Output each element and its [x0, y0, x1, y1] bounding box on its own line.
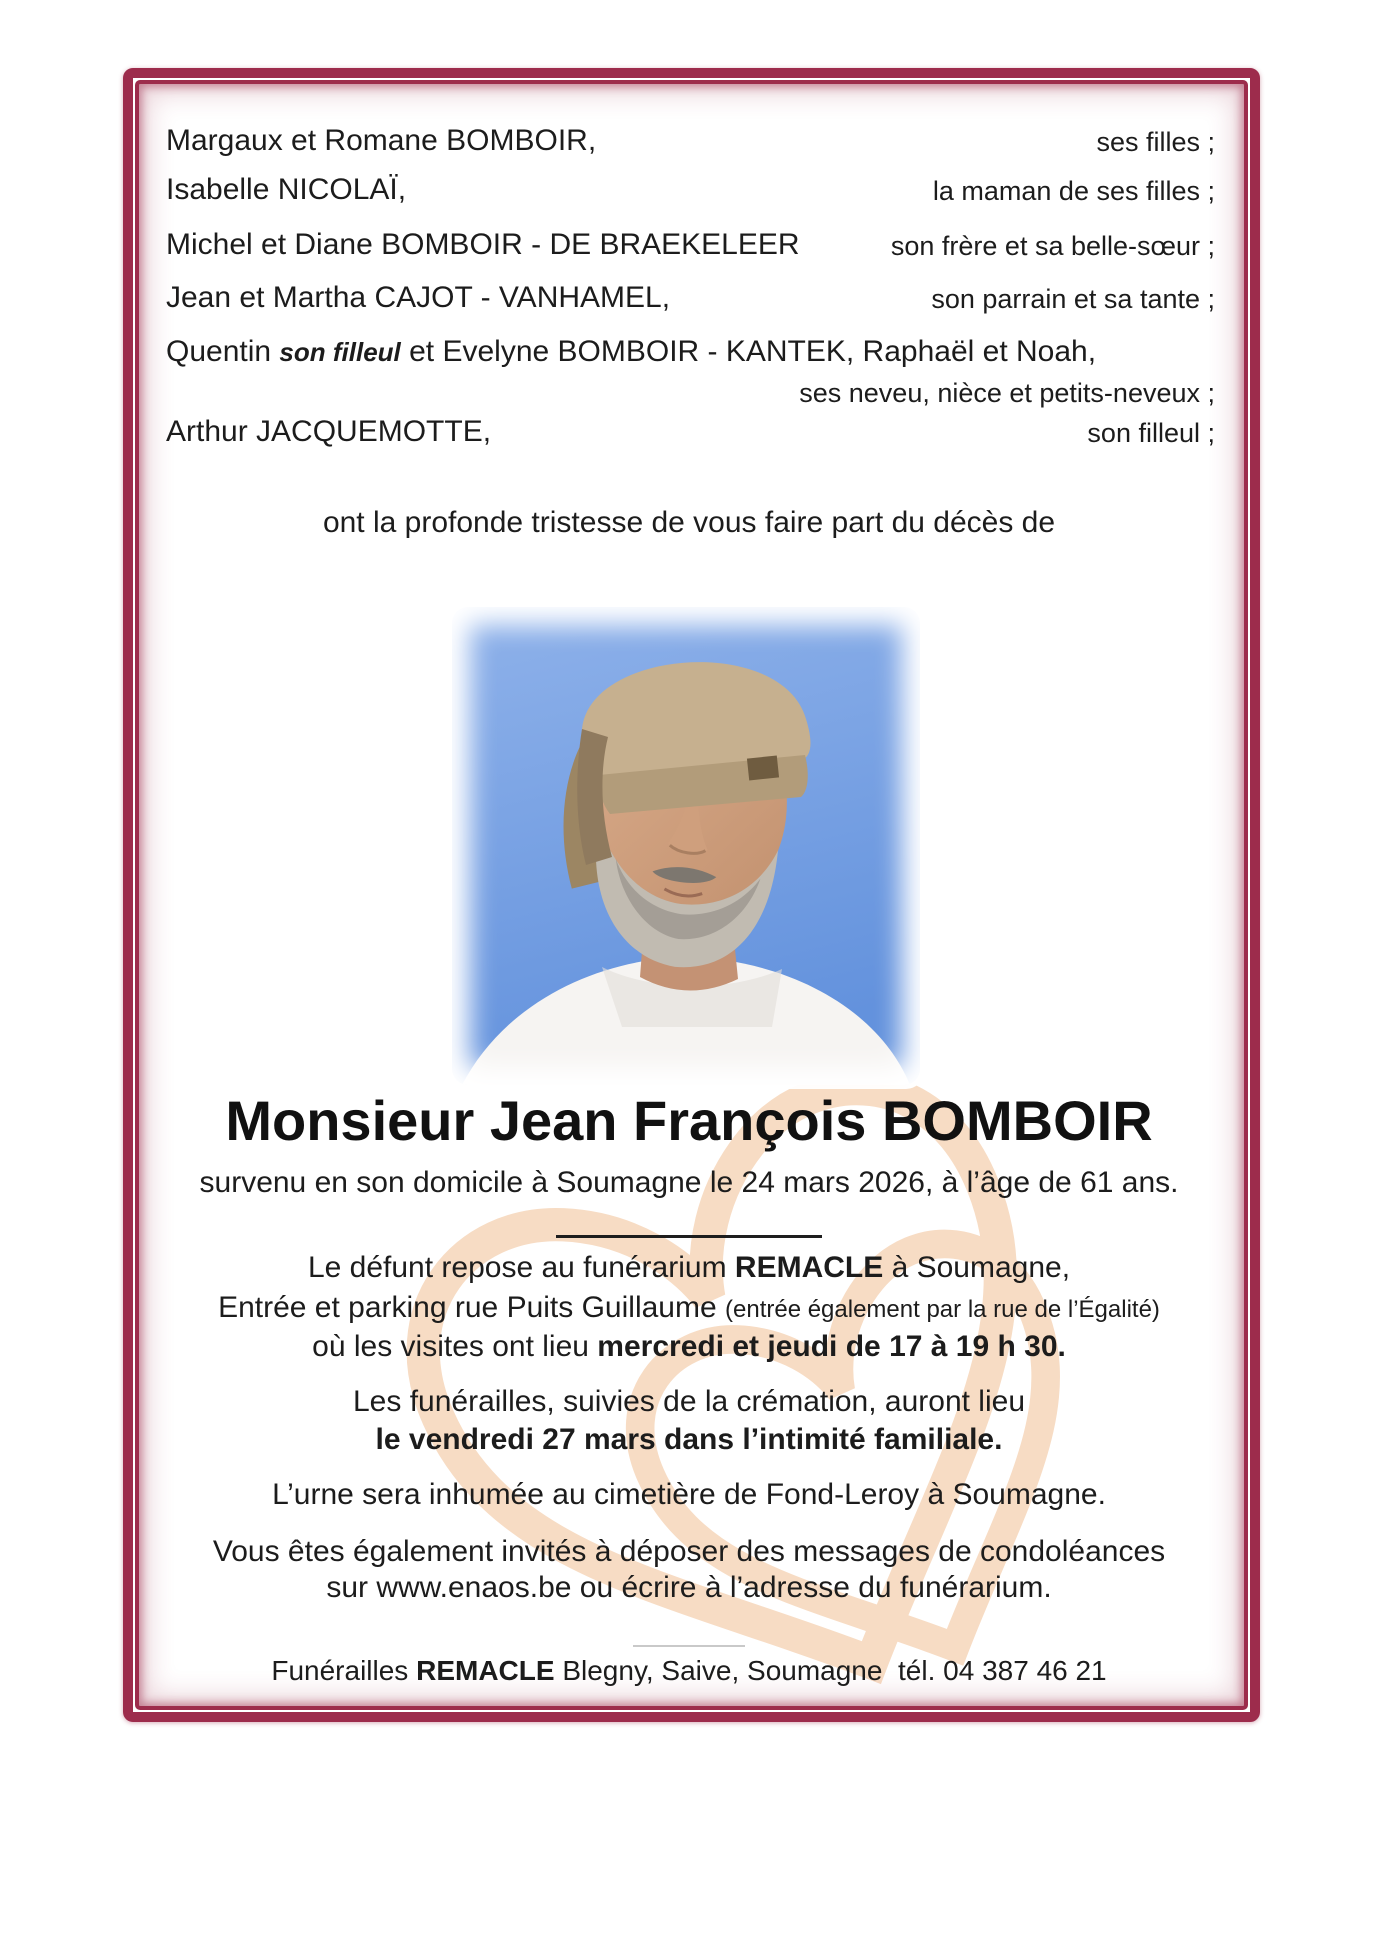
section-divider [556, 1235, 822, 1238]
portrait-photo [452, 607, 920, 1085]
family-name: Isabelle NICOLAÏ, [166, 173, 407, 206]
funeral-home-footer: Funérailles REMACLE Blegny, Saive, Soumagne tél. 04 387 46 21 [271, 1655, 1107, 1686]
visits-schedule: mercredi et jeudi de 17 à 19 h 30. [597, 1330, 1066, 1363]
funeral-line-2: le vendredi 27 mars dans l’intimité familiale. [375, 1423, 1003, 1456]
funeral-line-1: Les funérailles, suivies de la crémation, auront lieu [352, 1385, 1026, 1418]
family-line-relation-only [166, 372, 1215, 412]
relation-label: son filleul ; [1087, 418, 1215, 448]
family-name: Jean et Martha CAJOT - VANHAMEL, [166, 281, 671, 314]
family-line [166, 121, 1215, 161]
condolences-line-2: sur www.enaos.be ou écrire à l’adresse du funérarium. [326, 1571, 1052, 1604]
family-name: Arthur JACQUEMOTTE, [166, 415, 492, 448]
death-details-line: survenu en son domicile à Soumagne le 24 mars 2026, à l’âge de 61 ans. [199, 1166, 1179, 1199]
relation-label: son parrain et sa tante ; [931, 284, 1215, 314]
entrance-line: Entrée et parking rue Puits Guillaume (entrée également par la rue de l’Égalité) [218, 1291, 1160, 1324]
condolences-line-1: Vous êtes également invités à déposer des messages de condoléances [212, 1535, 1166, 1568]
deceased-name-title: Monsieur Jean François BOMBOIR [225, 1089, 1153, 1152]
relation-label: ses neveu, nièce et petits-neveux ; [799, 378, 1215, 408]
urn-line: L’urne sera inhumée au cimetière de Fond-Leroy à Soumagne. [272, 1478, 1106, 1511]
footer-divider [633, 1645, 745, 1647]
godson-note: son filleul [279, 337, 401, 367]
family-line [166, 412, 1215, 452]
family-name: Quentin son filleul et Evelyne BOMBOIR - KANTEK, Raphaël et Noah, [166, 335, 1097, 368]
family-line [166, 225, 1215, 265]
family-line [166, 170, 1215, 210]
relation-label: son frère et sa belle-sœur ; [890, 231, 1215, 261]
funeral-home-name: REMACLE [734, 1251, 884, 1284]
repose-line: Le défunt repose au funérarium REMACLE à Soumagne, [307, 1251, 1071, 1284]
family-name: Margaux et Romane BOMBOIR, [166, 124, 597, 157]
family-line-godson [166, 332, 1215, 372]
relation-label: la maman de ses filles ; [932, 176, 1215, 206]
visits-line: où les visites ont lieu mercredi et jeudi de 17 à 19 h 30. [312, 1330, 1066, 1363]
funeral-home-name: REMACLE [416, 1655, 555, 1686]
family-line [166, 278, 1215, 318]
family-name: Michel et Diane BOMBOIR - DE BRAEKELEER [166, 228, 800, 261]
entrance-note: (entrée également par la rue de l’Égalité) [725, 1296, 1160, 1323]
announcement-text: ont la profonde tristesse de vous faire part du décès de [322, 506, 1056, 539]
relation-label: ses filles ; [1096, 127, 1215, 157]
